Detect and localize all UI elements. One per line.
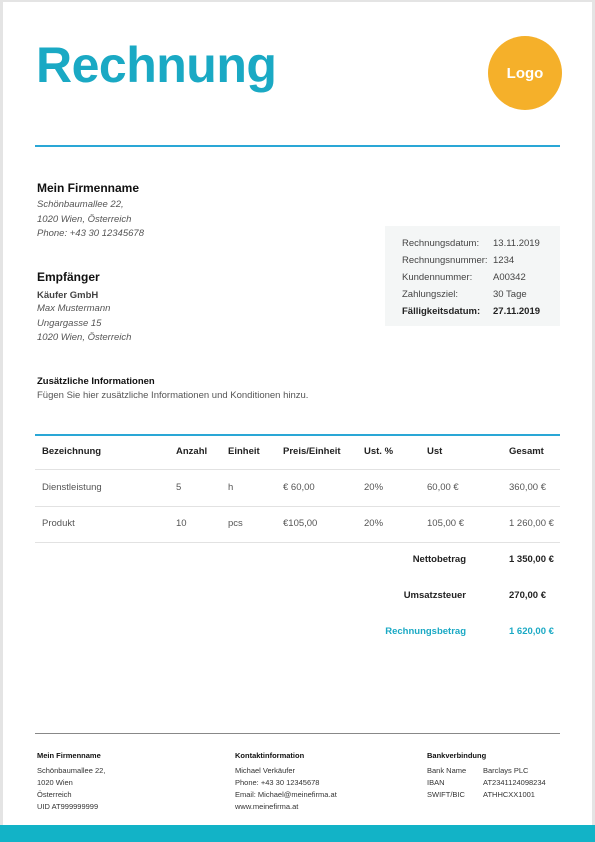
table-row: [35, 507, 560, 543]
table-cell: 105,00 €: [427, 518, 464, 529]
invoice-info-box: [385, 226, 560, 326]
column-header: Einheit: [228, 446, 260, 457]
additional-info-text: Fügen Sie hier zusätzliche Informationen und Konditionen hinzu.: [37, 390, 309, 401]
recipient-address: [37, 302, 131, 346]
info-label: Fälligkeitsdatum:: [402, 306, 481, 317]
tax-label: Umsatzsteuer: [403, 590, 466, 601]
bank-row: [427, 777, 546, 789]
tax-value: 270,00 €: [509, 590, 546, 601]
column-header: Gesamt: [509, 446, 544, 457]
table-cell: 5: [176, 482, 182, 493]
recipient-contact: Max Mustermann: [37, 303, 111, 314]
recipient-label: Empfänger: [37, 270, 100, 284]
info-row-customer-number: [402, 269, 560, 286]
footer-website: www.meinefirma.at: [235, 802, 299, 811]
table-cell: 360,00 €: [509, 482, 546, 493]
footer-bank: [427, 750, 546, 801]
recipient-street: Ungargasse 15: [37, 317, 102, 329]
seller-name: Mein Firmenname: [37, 181, 140, 195]
seller-address-line: Schönbaumallee 22,: [37, 199, 124, 210]
info-label: Kundennummer:: [402, 272, 473, 283]
bottom-color-bar: [0, 825, 595, 842]
net-amount-row: [300, 554, 560, 568]
footer-contact: [235, 750, 337, 813]
column-header: Bezeichnung: [42, 446, 102, 457]
info-value: A00342: [493, 272, 526, 283]
info-value: 30 Tage: [493, 289, 527, 300]
table-cell: 60,00 €: [427, 482, 459, 493]
footer-bank-heading: Bankverbindung: [427, 751, 487, 760]
footer-email: Email: Michael@meinefirma.at: [235, 790, 337, 799]
footer-divider: [35, 733, 560, 734]
footer-line: UID AT999999999: [37, 802, 99, 811]
footer-company-heading: Mein Firmenname: [37, 751, 101, 760]
table-cell: 20%: [364, 518, 384, 529]
table-cell: 20%: [364, 482, 384, 493]
table-row: [35, 471, 560, 507]
bank-value: Barclays PLC: [483, 766, 529, 775]
net-amount-value: 1 350,00 €: [509, 554, 554, 565]
invoice-title: Rechnung: [36, 37, 277, 93]
net-amount-label: Nettobetrag: [412, 554, 466, 565]
info-label: Rechnungsdatum:: [402, 238, 480, 249]
table-cell: Produkt: [42, 518, 75, 529]
info-row-payment-terms: [402, 286, 560, 303]
column-header: Preis/Einheit: [283, 446, 341, 457]
footer-line: Schönbaumallee 22,: [37, 766, 106, 775]
info-label: Rechnungsnummer:: [402, 255, 488, 266]
footer-line: 1020 Wien: [37, 778, 73, 787]
info-label: Zahlungsziel:: [402, 289, 458, 300]
footer-contact-heading: Kontaktinformation: [235, 751, 305, 760]
additional-info-title: Zusätzliche Informationen: [37, 376, 155, 387]
table-cell: h: [228, 482, 234, 493]
bank-row: [427, 765, 546, 777]
table-cell: 1 260,00 €: [509, 518, 554, 529]
table-cell: €105,00: [283, 518, 318, 529]
seller-phone: Phone: +43 30 12345678: [37, 228, 144, 239]
table-cell: 10: [176, 518, 187, 529]
info-row-due-date: [402, 303, 560, 320]
bank-label: IBAN: [427, 778, 445, 787]
footer-line: Phone: +43 30 12345678: [235, 778, 320, 787]
bank-row: [427, 789, 546, 801]
footer-line: Michael Verkäufer: [235, 766, 296, 775]
recipient-company: Käufer GmbH: [37, 290, 99, 301]
bank-label: Bank Name: [427, 766, 467, 775]
column-header: Ust: [427, 446, 443, 457]
header-divider: [35, 145, 560, 147]
info-row-invoice-date: [402, 235, 560, 252]
footer-company: [37, 750, 105, 813]
info-row-invoice-number: [402, 252, 560, 269]
tax-row: [300, 590, 560, 604]
recipient-city: 1020 Wien, Österreich: [37, 332, 132, 343]
logo: Logo: [488, 36, 562, 110]
total-label: Rechnungsbetrag: [385, 626, 466, 637]
total-row: [300, 626, 560, 640]
table-header: [35, 436, 560, 470]
seller-address: [37, 198, 144, 242]
seller-address-line: 1020 Wien, Österreich: [37, 213, 132, 225]
column-header: Ust. %: [364, 446, 394, 457]
column-header: Anzahl: [176, 446, 208, 457]
info-value: 13.11.2019: [493, 238, 540, 249]
total-value: 1 620,00 €: [509, 626, 554, 637]
info-value: 1234: [493, 255, 515, 266]
bank-label: SWIFT/BIC: [427, 790, 465, 799]
bank-value: AT2341124098234: [483, 778, 546, 787]
table-cell: Dienstleistung: [42, 482, 102, 493]
info-value: 27.11.2019: [493, 306, 541, 317]
footer-line: Österreich: [37, 790, 72, 799]
table-cell: pcs: [228, 518, 243, 529]
bank-value: ATHHCXX1001: [483, 790, 535, 799]
table-cell: € 60,00: [283, 482, 315, 493]
